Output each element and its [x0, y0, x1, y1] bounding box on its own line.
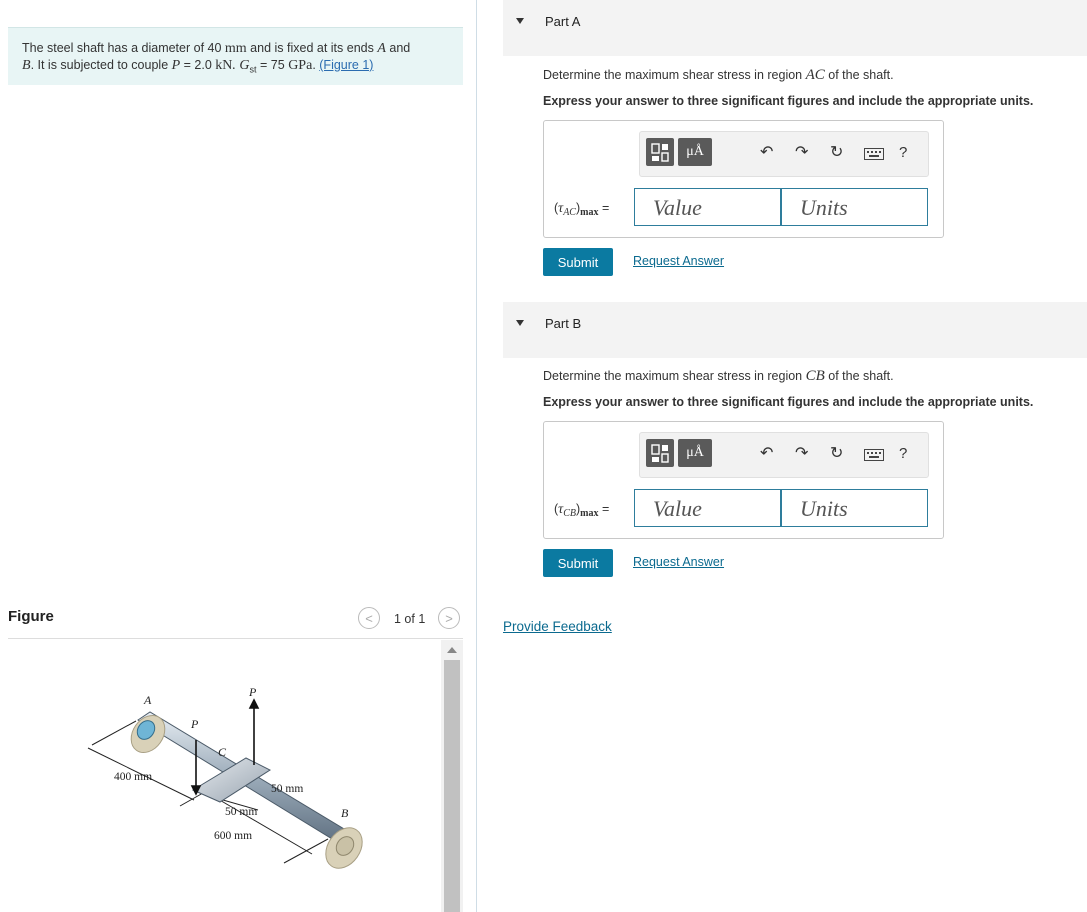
part-a-answer-label	[554, 201, 609, 218]
part-b-title: Part B	[545, 316, 582, 331]
units-placeholder: Units	[800, 195, 848, 220]
problem-text: The steel shaft has a diameter of 40	[22, 41, 225, 55]
part-b-request-answer-link[interactable]: Request Answer	[633, 555, 725, 569]
math-toolbar	[639, 131, 929, 177]
problem-statement	[8, 27, 463, 85]
part-a-title: Part A	[545, 14, 581, 29]
tau-symbol: τ	[558, 201, 564, 216]
question-text: Determine the maximum shear stress in region	[543, 68, 806, 82]
templates-button[interactable]	[646, 138, 674, 166]
paren-close: )	[575, 201, 581, 215]
unit-GPa: GPa	[288, 58, 313, 73]
part-b-answer-box	[543, 421, 944, 539]
next-figure-button[interactable]	[438, 607, 460, 629]
scroll-up-arrow-icon[interactable]	[447, 647, 457, 653]
figure-header	[8, 607, 463, 639]
question-text: of the shaft.	[824, 68, 894, 82]
label-P-left: P	[191, 717, 199, 731]
tau-subscript: CB	[563, 508, 576, 519]
redo-icon[interactable]: ↷	[795, 144, 809, 161]
reset-icon[interactable]: ↻	[830, 445, 844, 462]
label-B: B	[341, 806, 349, 820]
max-subscript: max	[580, 508, 599, 519]
figure-scrollbar[interactable]	[441, 640, 463, 912]
dim-50-right: 50 mm	[271, 783, 304, 795]
problem-text: and is fixed at its ends	[246, 41, 378, 55]
redo-icon[interactable]: ↷	[795, 445, 809, 462]
region-AC: AC	[805, 67, 825, 83]
chevron-left-icon: <	[365, 610, 373, 626]
part-a-instruction: Express your answer to three significant figures and include the appropriate units.	[543, 94, 1034, 108]
equals-sign: =	[598, 502, 610, 516]
label-C: C	[218, 745, 227, 759]
problem-line-1	[22, 40, 449, 57]
figure-link[interactable]: (Figure 1)	[319, 58, 374, 72]
math-toolbar	[639, 432, 929, 478]
templates-icon	[646, 138, 674, 166]
part-a-header[interactable]	[503, 0, 1087, 56]
var-A: A	[377, 41, 386, 56]
scroll-thumb[interactable]	[444, 660, 460, 912]
question-text: of the shaft.	[824, 369, 894, 383]
var-B: B	[22, 58, 31, 73]
templates-icon	[646, 439, 674, 467]
part-b-question	[543, 368, 894, 385]
help-icon[interactable]: ?	[899, 445, 908, 462]
label-P-top: P	[249, 685, 257, 699]
dim-50-bottom: 50 mm	[225, 806, 258, 818]
problem-text: . It is subjected to couple	[30, 58, 172, 72]
part-b-header[interactable]	[503, 302, 1087, 358]
problem-text: .	[312, 58, 320, 72]
support-A	[124, 709, 172, 759]
region-CB: CB	[805, 368, 825, 384]
paren-open: (	[554, 201, 559, 215]
unit-kN: kN	[215, 58, 233, 73]
equals-sign: =	[598, 201, 610, 215]
part-a-value-input[interactable]	[634, 188, 781, 226]
collapse-triangle-icon	[516, 320, 524, 326]
var-G: . G	[232, 58, 250, 73]
part-b-answer-label	[554, 502, 609, 519]
value-placeholder: Value	[653, 195, 702, 220]
question-text: Determine the maximum shear stress in region	[543, 369, 806, 383]
prev-figure-button[interactable]	[358, 607, 380, 629]
tau-symbol: τ	[558, 502, 564, 517]
part-a-question	[543, 67, 894, 84]
paren-close: )	[575, 502, 581, 516]
problem-text: = 2.0	[180, 58, 216, 72]
dim-400: 400 mm	[114, 771, 153, 783]
part-a-answer-box	[543, 120, 944, 238]
column-divider	[476, 0, 477, 912]
figure-image	[8, 640, 463, 912]
part-b-value-input[interactable]	[634, 489, 781, 527]
collapse-triangle-icon	[516, 18, 524, 24]
part-b-units-input[interactable]	[781, 489, 928, 527]
reset-icon[interactable]: ↻	[830, 144, 844, 161]
chevron-right-icon: >	[445, 610, 453, 626]
figure-pager: 1 of 1	[394, 612, 426, 626]
paren-open: (	[554, 502, 559, 516]
problem-line-2	[22, 57, 449, 78]
label-A: A	[144, 693, 152, 707]
max-subscript: max	[580, 207, 599, 218]
part-b-instruction: Express your answer to three significant figures and include the appropriate units.	[543, 395, 1034, 409]
tau-subscript: AC	[563, 207, 576, 218]
shaft-diagram	[8, 640, 441, 912]
part-a-request-answer-link[interactable]: Request Answer	[633, 254, 725, 268]
figure-title: Figure	[8, 608, 54, 625]
keyboard-icon[interactable]	[864, 449, 884, 461]
provide-feedback-link[interactable]: Provide Feedback	[503, 619, 612, 634]
var-G-subscript: st	[249, 64, 257, 75]
problem-text: and	[385, 41, 411, 55]
value-placeholder: Value	[653, 496, 702, 521]
undo-icon[interactable]: ↶	[760, 445, 774, 462]
undo-icon[interactable]: ↶	[760, 144, 774, 161]
units-button[interactable]: μÅ	[678, 138, 712, 166]
part-a-submit-button[interactable]: Submit	[543, 248, 613, 276]
problem-text: = 75	[256, 58, 289, 72]
unit-mm: mm	[224, 41, 247, 56]
part-b-submit-button[interactable]: Submit	[543, 549, 613, 577]
dim-600: 600 mm	[214, 830, 253, 842]
templates-button[interactable]	[646, 439, 674, 467]
help-icon[interactable]: ?	[899, 144, 908, 161]
part-a-units-input[interactable]	[781, 188, 928, 226]
units-placeholder: Units	[800, 496, 848, 521]
keyboard-icon[interactable]	[864, 148, 884, 160]
var-P: P	[171, 58, 181, 73]
units-button[interactable]: μÅ	[678, 439, 712, 467]
